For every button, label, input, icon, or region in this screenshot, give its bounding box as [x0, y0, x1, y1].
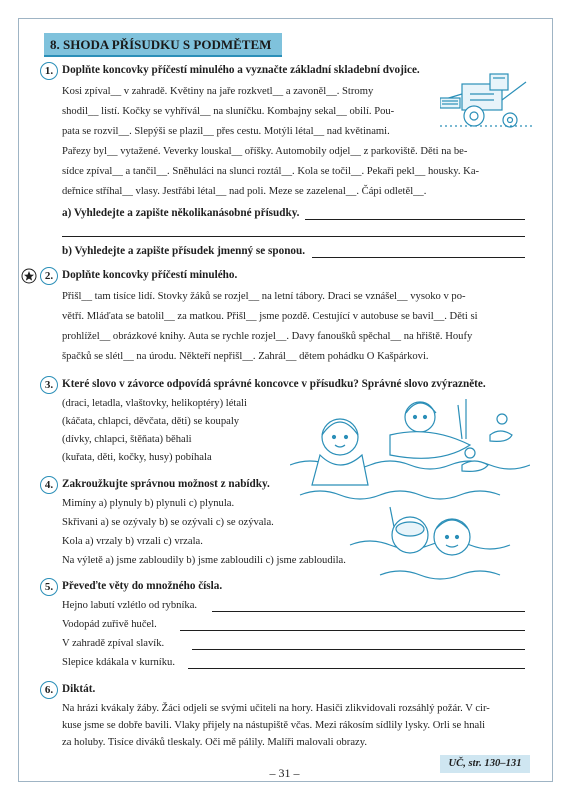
answer-line-5-4[interactable]: [188, 668, 525, 669]
task-1b-instruction: b) Vyhledejte a zapište přísudek jmenný se sponou.: [62, 245, 306, 257]
task-5-sentence: Hejno labutí vzlétlo od rybníka.: [62, 600, 198, 611]
combine-harvester-icon: [440, 70, 532, 132]
task-4-number: 4.: [40, 476, 58, 494]
task-3-instruction: Které slovo v závorce odpovídá správné koncovce v přísudku? Správné slovo zvýrazněte.: [62, 378, 486, 390]
task-5-sentence: V zahradě zpíval slavík.: [62, 638, 165, 649]
task-6-line: za holuby. Tisíce diváků tleskaly. Oči mě pálily. Malíři malovali obrazy.: [62, 737, 367, 748]
task-1-line: pata se rozvil__. Slepýši se plazil__ přes cestu. Motýli létal__ nad květinami.: [62, 126, 390, 137]
task-1-instruction: Doplňte koncovky příčestí minulého a vyznačte základní skladební dvojice.: [62, 64, 420, 76]
task-2-instruction: Doplňte koncovky příčestí minulého.: [62, 269, 238, 281]
answer-line-1a[interactable]: [305, 219, 525, 220]
task-1-line: sídce zpíval__ a tančil__. Sněhuláci na slunci roztál__. Kola se točil__. Pekaři pekl__ housky. Ka-: [62, 166, 480, 177]
task-4-line: Kola a) vrzaly b) vrzali c) vrzala.: [62, 536, 203, 547]
star-badge-icon: [21, 268, 37, 284]
answer-line-5-3[interactable]: [192, 649, 525, 650]
answer-line-1b[interactable]: [312, 257, 525, 258]
task-1-line: shodil__ listí. Kočky se vyhřívál__ na sluníčku. Kombajny sekal__ obilí. Pou-: [62, 106, 395, 117]
textbook-reference: UČ, str. 130–131: [440, 755, 530, 773]
section-title: 8. SHODA PŘÍSUDKU S PODMĚTEM: [44, 33, 282, 57]
answer-line-1a-2[interactable]: [62, 236, 525, 237]
task-5-number: 5.: [40, 578, 58, 596]
task-1-line: Pařezy byl__ vytažené. Veverky louskal__ oříšky. Automobily odjel__ z parkoviště. Děti na be-: [62, 146, 468, 157]
task-3-line: (dívky, chlapci, štěňata) běhali: [62, 434, 192, 445]
task-6-line: Na hrázi kvákaly žáby. Žáci odjeli se svými učiteli na hory. Hasiči zlikvidovali rozsáhlý požár. V cir-: [62, 703, 490, 714]
task-3-line: (draci, letadla, vlaštovky, helikoptéry) létali: [62, 398, 247, 409]
task-4-instruction: Zakroužkujte správnou možnost z nabídky.: [62, 478, 270, 490]
task-6-number: 6.: [40, 681, 58, 699]
task-6-line: kuse jsme se dobře bavili. Vlaky přijely na nástupiště včas. Mezi rákosím sídlily lysky. Orli se hnali: [62, 720, 486, 731]
task-4-line: Na výletě a) jsme zabloudily b) jsme zabloudili c) jsme zabloudila.: [62, 555, 346, 566]
task-2-line: špačků se slétl__ na úrodu. Někteří nepřišl__. Zahrál__ dětem pohádku O Kašpárkovi.: [62, 351, 429, 362]
task-4-line: Mimíny a) plynuly b) plynuli c) plynula.: [62, 498, 235, 509]
task-5-sentence: Slepice kdákala v kurníku.: [62, 657, 175, 668]
task-3-line: (káčata, chlapci, děvčata, děti) se koupaly: [62, 416, 240, 427]
page-number: – 31 –: [269, 766, 300, 780]
task-1-line: Kosi zpíval__ v zahradě. Květiny na jaře rozkvetl__ a zavoněl__. Stromy: [62, 86, 374, 97]
task-2-line: Přišl__ tam tisíce lidí. Stovky žáků se rozjel__ na letní tábory. Draci se vznášel__ vysoko v po-: [62, 291, 466, 302]
task-1a-instruction: a) Vyhledejte a zapište několikanásobné přísudky.: [62, 207, 300, 219]
task-3-number: 3.: [40, 376, 58, 394]
task-5-sentence: Vodopád zuřivě hučel.: [62, 619, 157, 630]
task-5-instruction: Převeďte věty do množného čísla.: [62, 580, 223, 592]
task-2-line: větří. Mláďata se batolil__ za matkou. Přišl__ jsme pozdě. Cestující v autobuse se bavil__. Děti si: [62, 311, 478, 322]
answer-line-5-1[interactable]: [212, 611, 525, 612]
task-3-line: (kuřata, děti, kočky, husy) pobíhala: [62, 452, 212, 463]
task-2-line: prohlížel__ obrázkové knihy. Auta se rychle rozjel__. Davy fanoušků spěchal__ na hřiště. Houfy: [62, 331, 473, 342]
task-6-instruction: Diktát.: [62, 683, 96, 695]
task-1-number: 1.: [40, 62, 58, 80]
task-4-line: Skřivani a) se ozývaly b) se ozývali c) se ozývala.: [62, 517, 274, 528]
task-1-line: deřnice stříhal__ vlasy. Jestřábi létal__ nad poli. Meze se zazelenal__. Čápi odletěl__.: [62, 186, 427, 197]
answer-line-5-2[interactable]: [180, 630, 525, 631]
task-2-number: 2.: [40, 267, 58, 285]
